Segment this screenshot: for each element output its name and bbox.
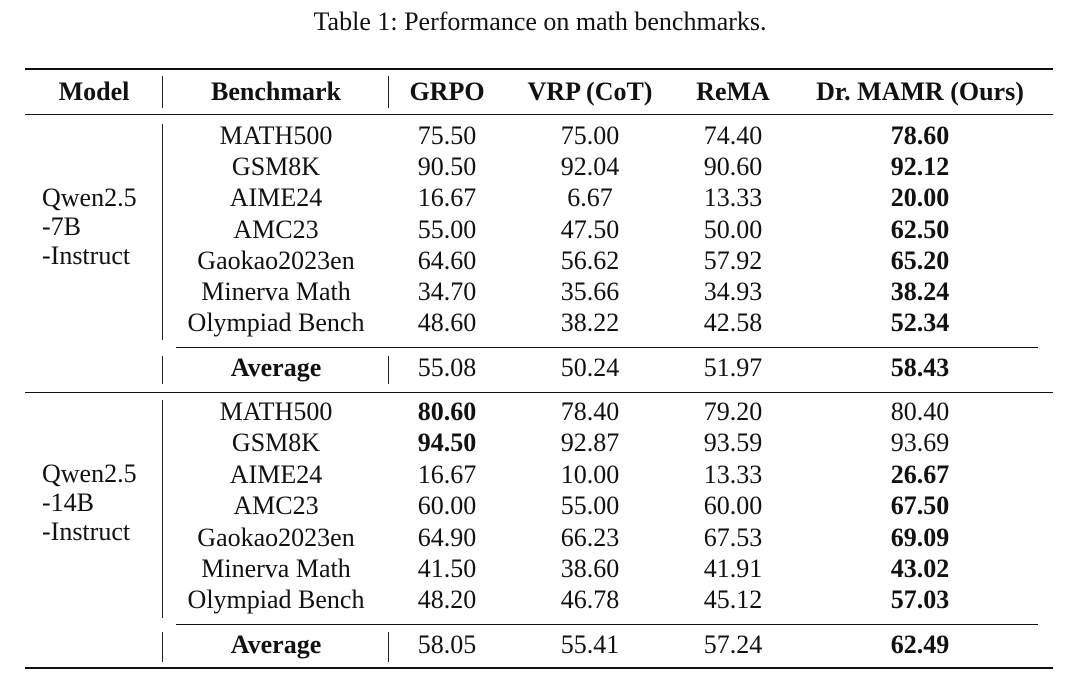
score-cell: 13.33	[703, 460, 763, 489]
header-benchmark: Benchmark	[211, 77, 341, 106]
benchmark-name: AIME24	[229, 183, 323, 212]
score-cell: 20.00	[890, 183, 950, 212]
group2-average-rule	[176, 624, 1038, 625]
benchmark-name: Gaokao2023en	[197, 246, 355, 275]
score-cell: 56.62	[560, 246, 620, 275]
benchmark-name: AMC23	[233, 491, 319, 520]
model-name: -14B	[42, 488, 94, 517]
score-cell: 60.00	[703, 491, 763, 520]
vertical-rule	[162, 356, 163, 384]
average-score-cell: 57.24	[703, 630, 763, 659]
score-cell: 67.50	[890, 491, 950, 520]
score-cell: 75.50	[417, 121, 477, 150]
average-score-cell: 62.49	[890, 630, 950, 659]
benchmark-name: AIME24	[229, 460, 323, 489]
score-cell: 80.60	[417, 397, 477, 426]
score-cell: 62.50	[890, 215, 950, 244]
score-cell: 94.50	[417, 428, 477, 457]
vertical-rule	[388, 76, 389, 108]
score-cell: 46.78	[560, 585, 620, 614]
average-score-cell: 58.43	[890, 353, 950, 382]
score-cell: 90.50	[417, 152, 477, 181]
benchmark-name: Minerva Math	[201, 277, 351, 306]
score-cell: 47.50	[560, 215, 620, 244]
score-cell: 92.87	[560, 428, 620, 457]
table-caption: Table 1: Performance on math benchmarks.	[313, 7, 767, 36]
score-cell: 38.60	[560, 554, 620, 583]
vertical-rule	[162, 400, 163, 618]
bottom-rule	[25, 667, 1053, 669]
vertical-rule	[388, 632, 389, 662]
score-cell: 66.23	[560, 523, 620, 552]
score-cell: 35.66	[560, 277, 620, 306]
score-cell: 45.12	[703, 585, 763, 614]
header-vrp-cot: VRP (CoT)	[527, 77, 653, 106]
header-dr-mamr: Dr. MAMR (Ours)	[816, 77, 1024, 106]
benchmark-name: MATH500	[219, 121, 333, 150]
header-rule	[25, 114, 1053, 115]
header-model: Model	[58, 77, 130, 106]
score-cell: 52.34	[890, 308, 950, 337]
average-score-cell: 50.24	[560, 353, 620, 382]
score-cell: 64.60	[417, 246, 477, 275]
vertical-rule	[162, 632, 163, 662]
score-cell: 42.58	[703, 308, 763, 337]
vertical-rule	[162, 76, 163, 108]
score-cell: 50.00	[703, 215, 763, 244]
model-name: -Instruct	[42, 241, 131, 270]
group1-average-rule	[176, 347, 1038, 348]
score-cell: 48.20	[417, 585, 477, 614]
average-label: Average	[230, 353, 322, 382]
score-cell: 38.24	[890, 277, 950, 306]
score-cell: 80.40	[890, 397, 950, 426]
score-cell: 10.00	[560, 460, 620, 489]
benchmark-name: Gaokao2023en	[197, 523, 355, 552]
benchmark-name: Minerva Math	[201, 554, 351, 583]
header-grpo: GRPO	[409, 77, 485, 106]
score-cell: 34.93	[703, 277, 763, 306]
score-cell: 34.70	[417, 277, 477, 306]
score-cell: 93.69	[890, 428, 950, 457]
header-rema: ReMA	[696, 77, 770, 106]
score-cell: 92.12	[890, 152, 950, 181]
benchmark-name: MATH500	[219, 397, 333, 426]
model-name: -Instruct	[42, 517, 131, 546]
top-rule	[25, 68, 1053, 70]
average-score-cell: 55.08	[417, 353, 477, 382]
score-cell: 75.00	[560, 121, 620, 150]
score-cell: 16.67	[417, 183, 477, 212]
score-cell: 93.59	[703, 428, 763, 457]
score-cell: 78.40	[560, 397, 620, 426]
score-cell: 57.03	[890, 585, 950, 614]
benchmark-name: GSM8K	[231, 428, 321, 457]
score-cell: 60.00	[417, 491, 477, 520]
benchmark-name: Olympiad Bench	[187, 308, 365, 337]
average-score-cell: 55.41	[560, 630, 620, 659]
score-cell: 6.67	[567, 183, 613, 212]
score-cell: 43.02	[890, 554, 950, 583]
score-cell: 41.91	[703, 554, 763, 583]
score-cell: 26.67	[890, 460, 950, 489]
average-score-cell: 51.97	[703, 353, 763, 382]
vertical-rule	[388, 356, 389, 384]
score-cell: 64.90	[417, 523, 477, 552]
benchmark-name: Olympiad Bench	[187, 585, 365, 614]
score-cell: 38.22	[560, 308, 620, 337]
average-label: Average	[230, 630, 322, 659]
benchmark-name: AMC23	[233, 215, 319, 244]
score-cell: 78.60	[890, 121, 950, 150]
score-cell: 16.67	[417, 460, 477, 489]
score-cell: 65.20	[890, 246, 950, 275]
score-cell: 79.20	[703, 397, 763, 426]
score-cell: 48.60	[417, 308, 477, 337]
score-cell: 67.53	[703, 523, 763, 552]
model-name: Qwen2.5	[42, 183, 137, 212]
benchmark-name: GSM8K	[231, 152, 321, 181]
model-name: -7B	[42, 212, 81, 241]
score-cell: 69.09	[890, 523, 950, 552]
average-score-cell: 58.05	[417, 630, 477, 659]
score-cell: 90.60	[703, 152, 763, 181]
score-cell: 55.00	[560, 491, 620, 520]
score-cell: 92.04	[560, 152, 620, 181]
score-cell: 74.40	[703, 121, 763, 150]
group-separator-rule	[25, 392, 1053, 393]
model-name: Qwen2.5	[42, 459, 137, 488]
score-cell: 57.92	[703, 246, 763, 275]
score-cell: 13.33	[703, 183, 763, 212]
score-cell: 41.50	[417, 554, 477, 583]
score-cell: 55.00	[417, 215, 477, 244]
vertical-rule	[162, 124, 163, 340]
